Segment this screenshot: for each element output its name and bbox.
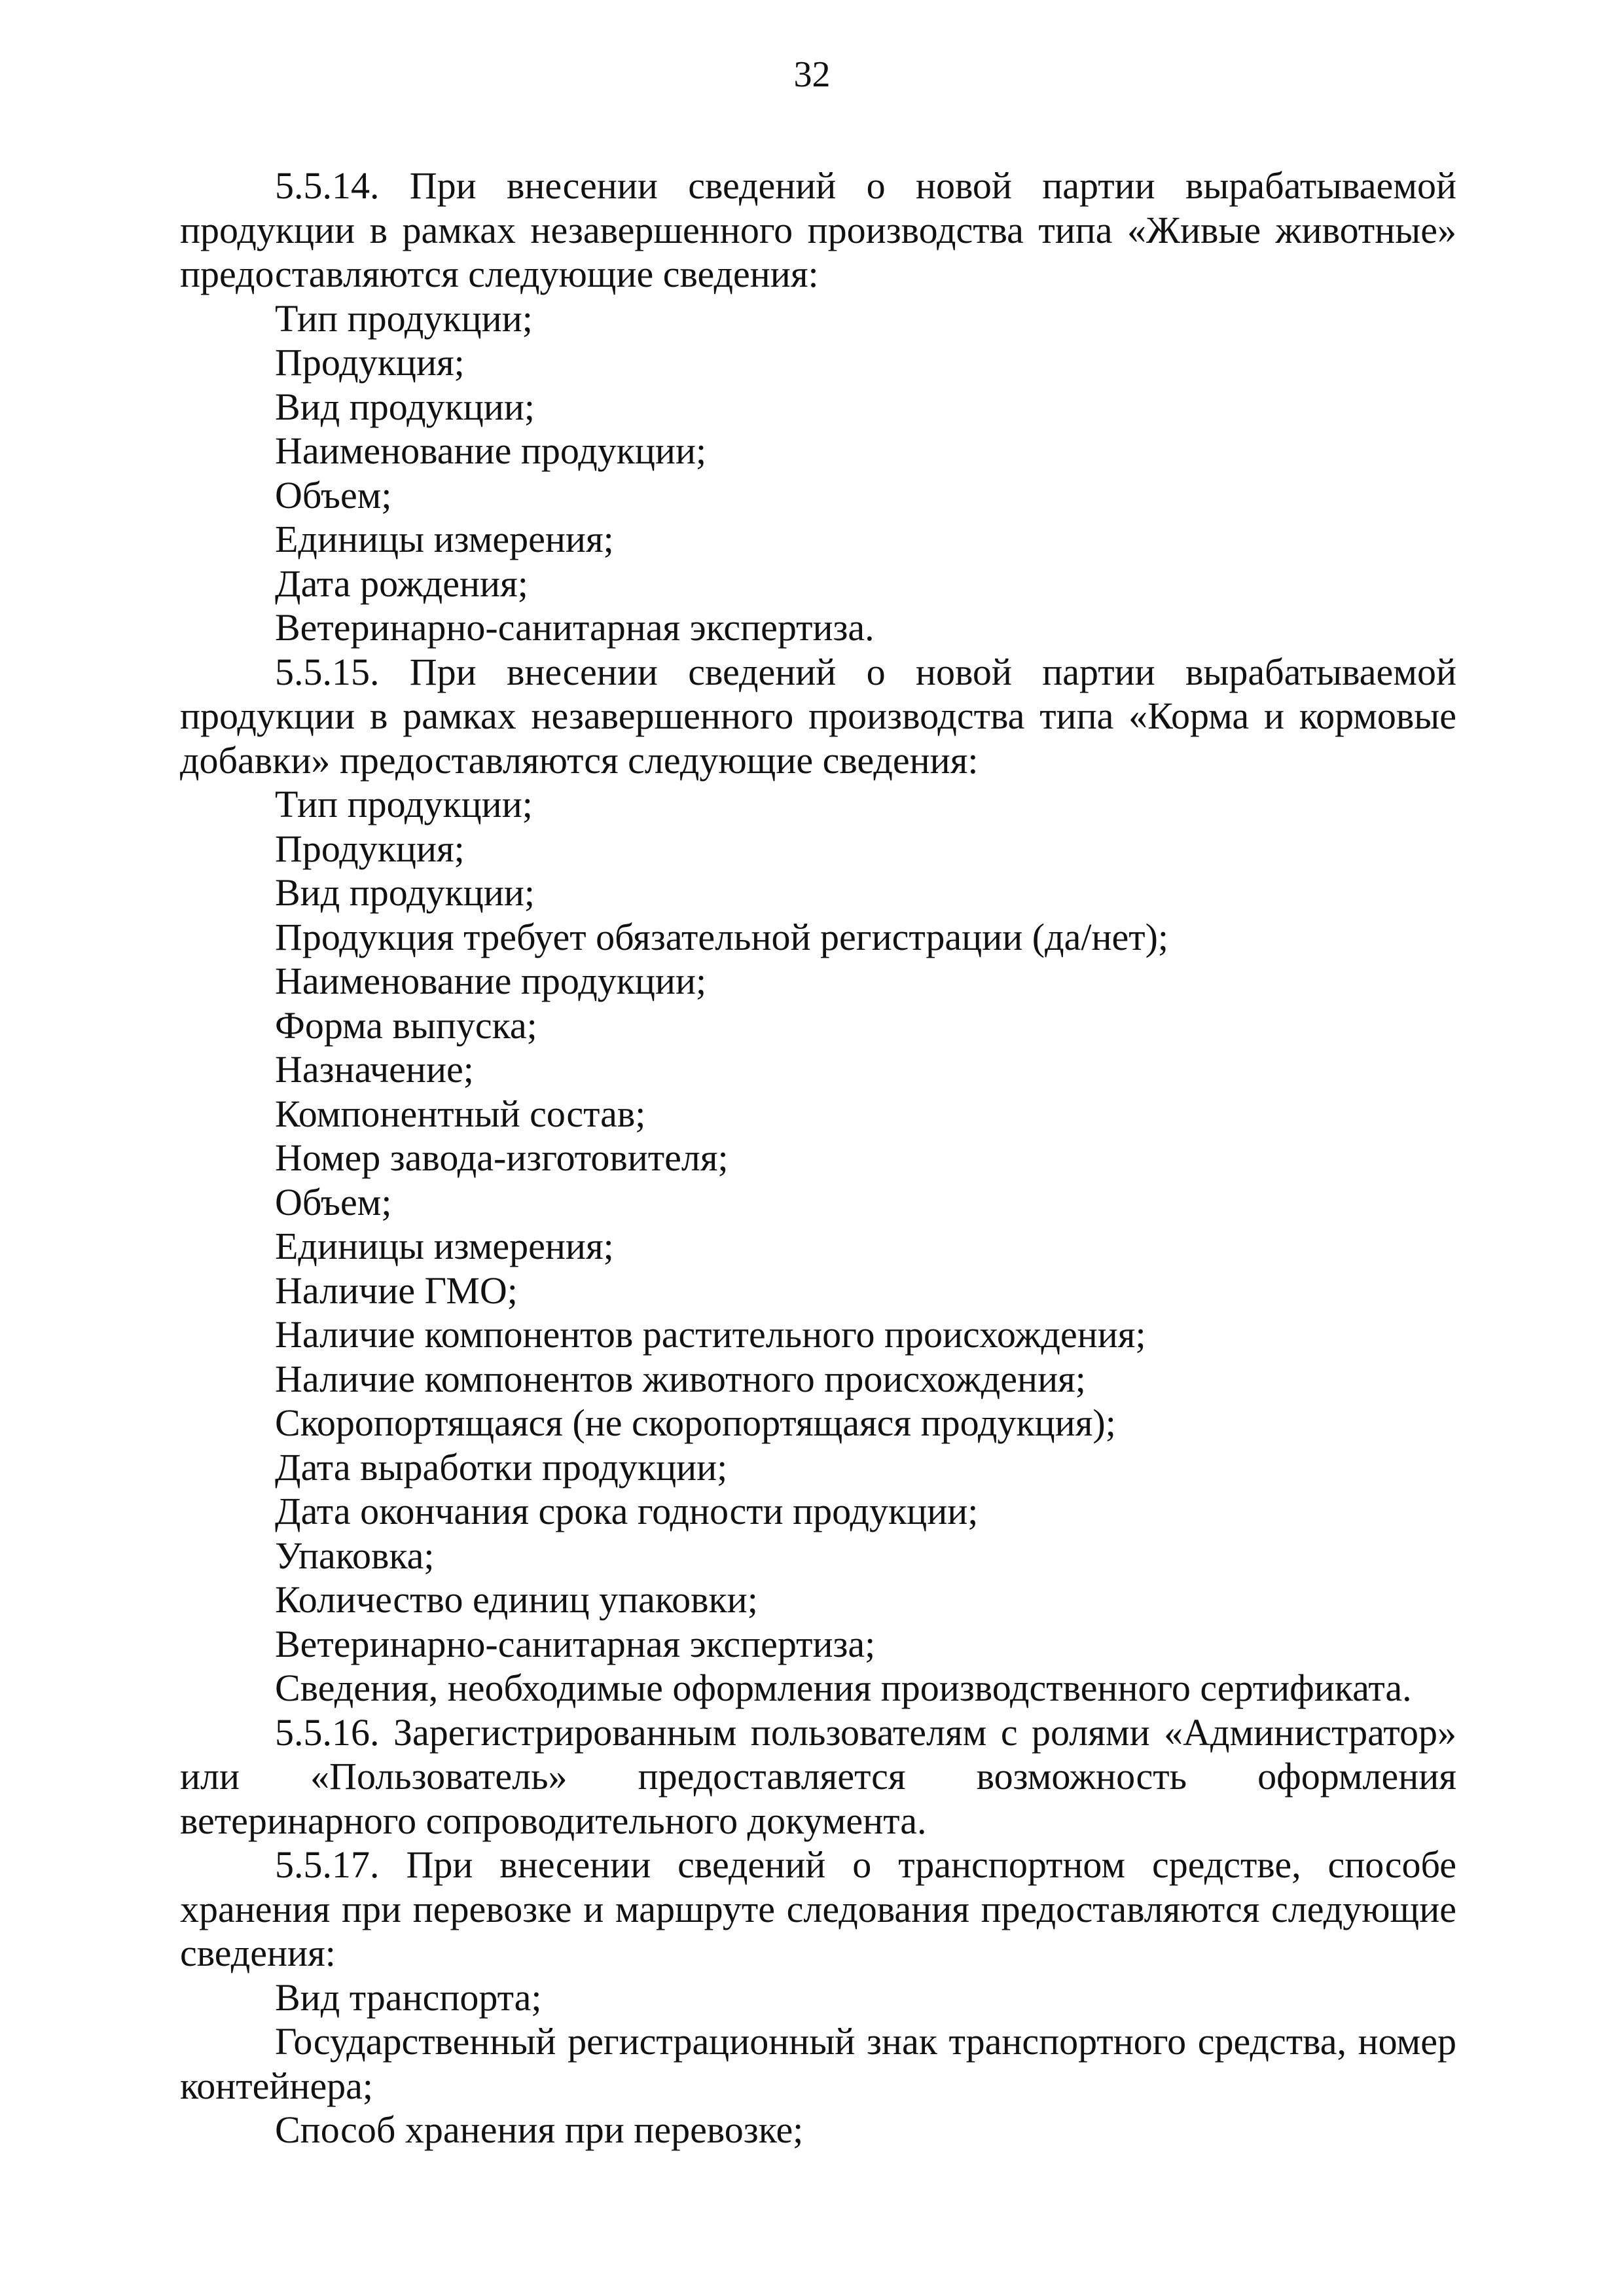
list-item: Количество единиц упаковки; — [275, 1578, 758, 1621]
list-item: Упаковка; — [275, 1534, 435, 1577]
field-list — [180, 1976, 1456, 2152]
list-item: Государственный регистрационный знак транспортного средства, номер контейнера; — [180, 2020, 1456, 2107]
page-number: 32 — [793, 54, 831, 95]
list-item: Наличие компонентов животного происхождения; — [275, 1357, 1086, 1400]
list-item: Наименование продукции; — [275, 960, 707, 1002]
list-item: Вид продукции; — [275, 871, 535, 914]
list-item: Форма выпуска; — [275, 1003, 537, 1047]
section-paragraph: 5.5.17. При внесении сведений о транспортном средстве, способе хранения при перевозке и маршруте следования предоставляются следующие сведения: — [180, 1843, 1456, 1974]
list-item: Наличие компонентов растительного происхождения; — [275, 1313, 1146, 1356]
list-item: Тип продукции; — [275, 297, 533, 340]
section-paragraph: 5.5.14. При внесении сведений о новой партии вырабатываемой продукции в рамках незавершенного производства типа «Живые животные» предоставляются следующие сведения: — [180, 164, 1456, 295]
section-5-5-16 — [180, 1710, 1456, 1843]
section-5-5-15 — [180, 650, 1456, 1710]
section-paragraph: 5.5.16. Зарегистрированным пользователям с ролями «Администратор» или «Пользователь» предоставляется возможность оформления ветеринарного сопроводительного документа. — [180, 1710, 1456, 1842]
field-list — [180, 297, 1456, 650]
list-item: Компонентный состав; — [275, 1092, 646, 1135]
list-item: Единицы измерения; — [275, 518, 614, 560]
list-item: Ветеринарно-санитарная экспертиза. — [275, 606, 875, 649]
list-item: Наличие ГМО; — [275, 1269, 518, 1312]
list-item: Продукция; — [275, 341, 465, 384]
list-item: Номер завода-изготовителя; — [275, 1136, 729, 1179]
list-item: Дата рождения; — [275, 562, 528, 605]
list-item: Продукция; — [275, 827, 465, 870]
list-item: Объем; — [275, 1180, 392, 1223]
list-item: Объем; — [275, 473, 392, 516]
document-body — [180, 164, 1456, 2152]
list-item: Вид транспорта; — [275, 1976, 542, 2019]
list-item: Назначение; — [275, 1048, 474, 1091]
list-item: Дата окончания срока годности продукции; — [275, 1490, 979, 1532]
list-item: Скоропортящаяся (не скоропортящаяся продукция); — [275, 1401, 1116, 1444]
section-paragraph: 5.5.15. При внесении сведений о новой партии вырабатываемой продукции в рамках незавершенного производства типа «Корма и кормовые добавки» предоставляются следующие сведения: — [180, 650, 1456, 782]
list-item: Продукция требует обязательной регистрации (да/нет); — [275, 915, 1169, 958]
list-item: Наименование продукции; — [275, 429, 707, 472]
list-item: Дата выработки продукции; — [275, 1445, 728, 1489]
list-item: Способ хранения при перевозке; — [275, 2108, 804, 2151]
list-item: Вид продукции; — [275, 385, 535, 428]
field-list — [180, 782, 1456, 1710]
section-5-5-17 — [180, 1843, 1456, 2152]
list-item: Ветеринарно-санитарная экспертиза; — [275, 1622, 876, 1665]
list-item: Единицы измерения; — [275, 1225, 614, 1267]
list-item: Сведения, необходимые оформления производственного сертификата. — [275, 1667, 1412, 1709]
list-item: Тип продукции; — [275, 783, 533, 825]
section-5-5-14 — [180, 164, 1456, 650]
